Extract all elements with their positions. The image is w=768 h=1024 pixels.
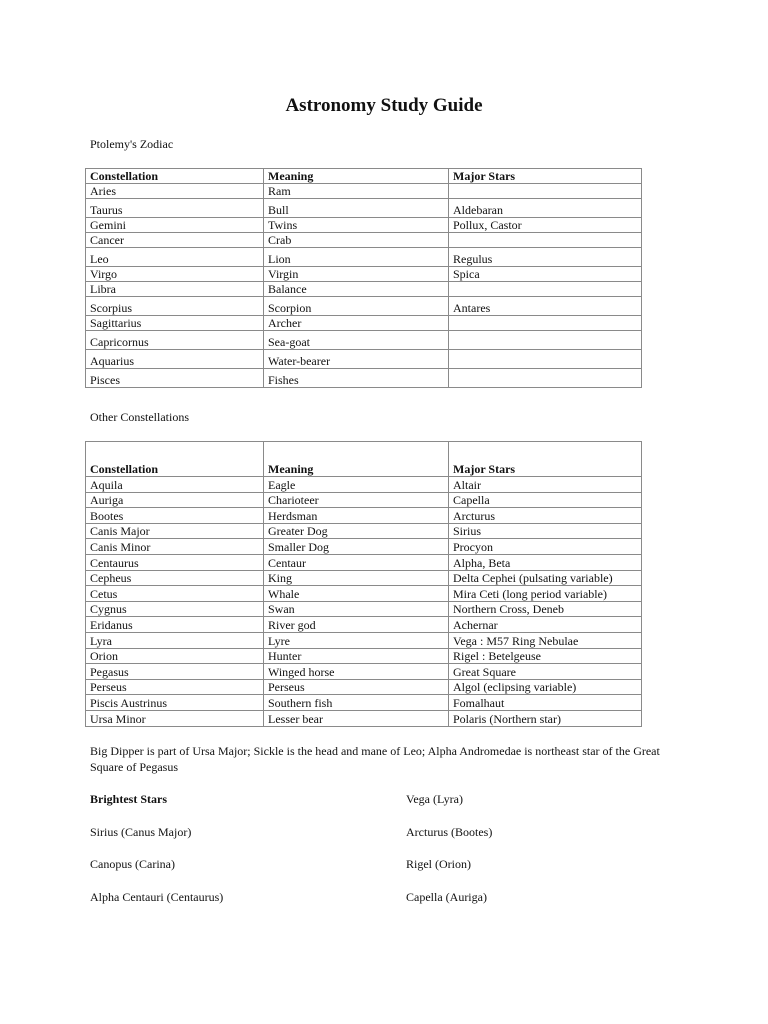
cell-constellation: Cancer — [86, 233, 264, 248]
table-row — [86, 570, 642, 586]
table-row — [86, 648, 642, 664]
table-row — [86, 297, 642, 316]
cell-meaning: Lion — [264, 248, 449, 267]
cell-meaning: Hunter — [264, 648, 449, 664]
cell-constellation: Bootes — [86, 508, 264, 524]
cell-constellation: Aquila — [86, 477, 264, 493]
brightest-star-item: Sirius (Canus Major) — [90, 825, 192, 839]
table-row — [86, 601, 642, 617]
cell-constellation: Gemini — [86, 218, 264, 233]
cell-major-stars — [449, 233, 642, 248]
table-row — [86, 331, 642, 350]
cell-constellation: Centaurus — [86, 554, 264, 570]
cell-constellation: Perseus — [86, 679, 264, 695]
cell-meaning: Herdsman — [264, 508, 449, 524]
cell-meaning: Whale — [264, 586, 449, 602]
brightest-star-item: Canopus (Carina) — [90, 857, 175, 871]
table-row — [86, 218, 642, 233]
document-title: Astronomy Study Guide — [285, 95, 483, 116]
cell-constellation: Piscis Austrinus — [86, 695, 264, 711]
cell-meaning: Lyre — [264, 632, 449, 648]
cell-meaning: Archer — [264, 316, 449, 331]
table-row — [86, 282, 642, 297]
table-row — [86, 477, 642, 493]
cell-meaning: Winged horse — [264, 664, 449, 680]
cell-constellation: Canis Minor — [86, 539, 264, 555]
cell-meaning: Swan — [264, 601, 449, 617]
cell-constellation: Lyra — [86, 632, 264, 648]
cell-major-stars: Alpha, Beta — [449, 554, 642, 570]
other-section-label: Other Constellations — [90, 410, 189, 424]
cell-constellation: Taurus — [86, 199, 264, 218]
zodiac-table — [85, 168, 642, 388]
cell-major-stars: Regulus — [449, 248, 642, 267]
note-paragraph: Big Dipper is part of Ursa Major; Sickle is the head and mane of Leo; Alpha Andromedae is northeast star of the Great Square of Pegasus — [90, 744, 660, 774]
table-row — [86, 184, 642, 199]
cell-constellation: Ursa Minor — [86, 710, 264, 726]
column-header-major-stars: Major Stars — [449, 169, 642, 184]
cell-constellation: Eridanus — [86, 617, 264, 633]
cell-meaning: Perseus — [264, 679, 449, 695]
brightest-star-item: Alpha Centauri (Centaurus) — [90, 890, 224, 904]
table-row — [86, 586, 642, 602]
cell-major-stars: Vega : M57 Ring Nebulae — [449, 632, 642, 648]
column-header-major-stars: Major Stars — [449, 442, 642, 477]
cell-meaning: Sea-goat — [264, 331, 449, 350]
cell-major-stars: Achernar — [449, 617, 642, 633]
cell-meaning: Centaur — [264, 554, 449, 570]
table-row — [86, 316, 642, 331]
cell-meaning: Balance — [264, 282, 449, 297]
table-row — [86, 632, 642, 648]
cell-meaning: Bull — [264, 199, 449, 218]
cell-constellation: Sagittarius — [86, 316, 264, 331]
cell-major-stars — [449, 369, 642, 388]
cell-constellation: Leo — [86, 248, 264, 267]
cell-constellation: Orion — [86, 648, 264, 664]
cell-meaning: Greater Dog — [264, 523, 449, 539]
table-row — [86, 539, 642, 555]
table-row — [86, 695, 642, 711]
cell-constellation: Scorpius — [86, 297, 264, 316]
cell-major-stars: Arcturus — [449, 508, 642, 524]
cell-constellation: Pisces — [86, 369, 264, 388]
cell-meaning: Southern fish — [264, 695, 449, 711]
cell-constellation: Virgo — [86, 267, 264, 282]
cell-meaning: Scorpion — [264, 297, 449, 316]
cell-major-stars — [449, 350, 642, 369]
cell-constellation: Auriga — [86, 492, 264, 508]
cell-meaning: Virgin — [264, 267, 449, 282]
table-row — [86, 199, 642, 218]
column-header-constellation: Constellation — [86, 442, 264, 477]
table-row — [86, 710, 642, 726]
table-row — [86, 523, 642, 539]
cell-major-stars: Antares — [449, 297, 642, 316]
cell-major-stars — [449, 282, 642, 297]
column-header-meaning: Meaning — [264, 169, 449, 184]
table-row — [86, 233, 642, 248]
brightest-stars-heading: Brightest Stars — [90, 792, 167, 806]
table-row — [86, 617, 642, 633]
cell-constellation: Cygnus — [86, 601, 264, 617]
table-row — [86, 350, 642, 369]
table-row — [86, 267, 642, 282]
cell-major-stars — [449, 184, 642, 199]
cell-major-stars: Sirius — [449, 523, 642, 539]
cell-major-stars — [449, 331, 642, 350]
column-header-meaning: Meaning — [264, 442, 449, 477]
table-row — [86, 679, 642, 695]
cell-major-stars: Polaris (Northern star) — [449, 710, 642, 726]
cell-major-stars: Aldebaran — [449, 199, 642, 218]
cell-meaning: Charioteer — [264, 492, 449, 508]
table-row — [86, 554, 642, 570]
table-header-row — [86, 169, 642, 184]
table-row — [86, 248, 642, 267]
cell-major-stars: Altair — [449, 477, 642, 493]
brightest-star-item: Capella (Auriga) — [406, 890, 487, 904]
cell-major-stars: Capella — [449, 492, 642, 508]
cell-constellation: Canis Major — [86, 523, 264, 539]
table-row — [86, 508, 642, 524]
cell-major-stars: Rigel : Betelgeuse — [449, 648, 642, 664]
cell-major-stars: Delta Cephei (pulsating variable) — [449, 570, 642, 586]
cell-constellation: Cepheus — [86, 570, 264, 586]
cell-meaning: Eagle — [264, 477, 449, 493]
cell-major-stars — [449, 316, 642, 331]
cell-major-stars: Mira Ceti (long period variable) — [449, 586, 642, 602]
cell-meaning: Twins — [264, 218, 449, 233]
cell-meaning: King — [264, 570, 449, 586]
brightest-star-item: Arcturus (Bootes) — [406, 825, 493, 839]
brightest-star-item: Rigel (Orion) — [406, 857, 471, 871]
column-header-constellation: Constellation — [86, 169, 264, 184]
table-header-row — [86, 442, 642, 477]
cell-constellation: Aries — [86, 184, 264, 199]
cell-meaning: Lesser bear — [264, 710, 449, 726]
table-row — [86, 664, 642, 680]
other-constellations-table — [85, 441, 642, 727]
table-row — [86, 492, 642, 508]
cell-major-stars: Great Square — [449, 664, 642, 680]
cell-major-stars: Pollux, Castor — [449, 218, 642, 233]
cell-meaning: Ram — [264, 184, 449, 199]
brightest-star-item: Vega (Lyra) — [406, 792, 463, 806]
cell-meaning: River god — [264, 617, 449, 633]
cell-meaning: Crab — [264, 233, 449, 248]
cell-constellation: Pegasus — [86, 664, 264, 680]
cell-meaning: Water-bearer — [264, 350, 449, 369]
cell-major-stars: Fomalhaut — [449, 695, 642, 711]
cell-major-stars: Algol (eclipsing variable) — [449, 679, 642, 695]
cell-constellation: Libra — [86, 282, 264, 297]
cell-major-stars: Procyon — [449, 539, 642, 555]
table-row — [86, 369, 642, 388]
cell-major-stars: Spica — [449, 267, 642, 282]
zodiac-section-label: Ptolemy's Zodiac — [90, 137, 174, 151]
cell-meaning: Fishes — [264, 369, 449, 388]
cell-constellation: Cetus — [86, 586, 264, 602]
cell-meaning: Smaller Dog — [264, 539, 449, 555]
cell-constellation: Capricornus — [86, 331, 264, 350]
cell-major-stars: Northern Cross, Deneb — [449, 601, 642, 617]
cell-constellation: Aquarius — [86, 350, 264, 369]
